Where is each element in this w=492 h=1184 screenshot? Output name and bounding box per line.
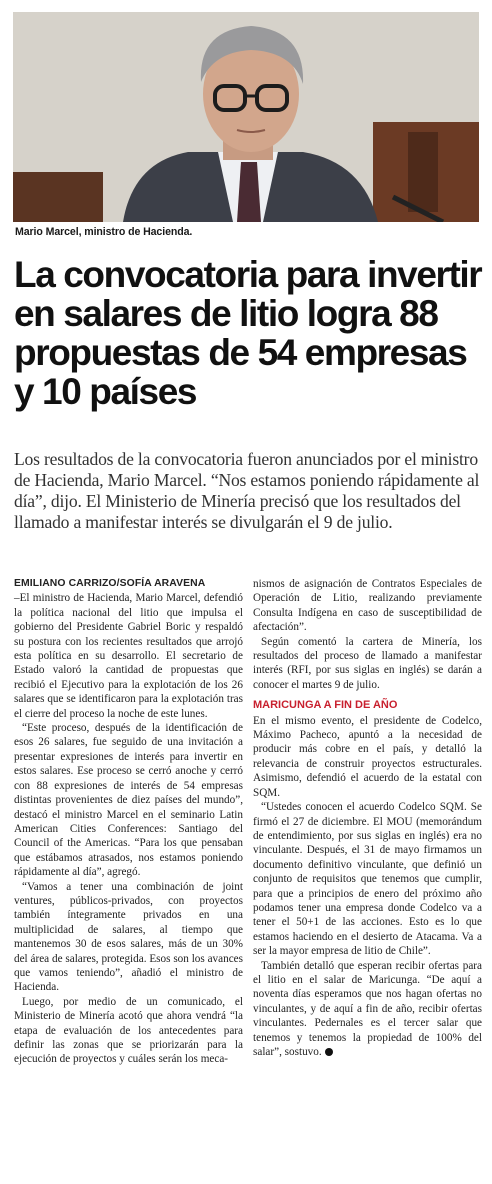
article-lead: Los resultados de la convocatoria fueron anunciados por el ministro de Hacienda, Mario Marcel. “Nos estamos poniendo rápidamente al día”, dijo. El Ministerio de Minería precisó que los resultados del llamado a manifestar interés se divulgarán el 9 de julio.	[14, 449, 480, 532]
section-subhead: MARICUNGA A FIN DE AÑO	[253, 699, 398, 712]
paragraph: “Este proceso, después de la identificación de esos 26 salares, fue seguido de una invitación a presentar expresiones de interés para invertir en estos salares. Ese proceso se cerró anoche y cerró con 88 expresiones de interés de 54 empresas distintas provenientes de diez países del mundo”, destacó el ministro Marcel en el seminario Latin American Cities Conferences: Santiago del Council of the Americas. “Para los que pensaban que estábamos atrasados, nos estamos poniendo rápidamente al día”, agregó.	[14, 722, 243, 879]
paragraph-text: También detalló que esperan recibir ofertas para el litio en el salar de Maricunga. “De aquí a noventa días esperamos que nos hagan ofertas no vinculantes, y de aquí a fin de año, recibir ofertas vinculantes. Pedernales es el tercer salar que tenemos y tenemos la propiedad de 100% del salar”, sostuvo.	[253, 959, 482, 1058]
byline: EMILIANO CARRIZO/SOFÍA ARAVENA	[14, 578, 206, 589]
article-photo	[13, 12, 479, 222]
portrait-illustration	[13, 12, 479, 222]
paragraph: “Vamos a tener una combinación de joint ventures, públicos-privados, con proyectos también íntegramente privados en una multiplicidad de salares, al tiempo que mantenemos 30 de esos salares, más de un 30% del área de salares, protegida. Esos son los avances que vamos teniendo”, añadió el ministro de Hacienda.	[14, 880, 243, 994]
paragraph: Según comentó la cartera de Minería, los resultados del proceso de llamado a manifestar interés (RFI, por sus siglas en inglés) se darán a conocer el martes 9 de julio.	[253, 635, 482, 691]
paragraph-last	[253, 959, 482, 1060]
article-column-left	[14, 577, 243, 1067]
article-column-right	[253, 577, 482, 1059]
article-headline: La convocatoria para invertir en salares de litio logra 88 propuestas de 54 empresas y 10 países	[14, 254, 482, 412]
paragraph: “Ustedes conocen el acuerdo Codelco SQM. Se firmó el 27 de diciembre. El MOU (memorándum de entendimiento, por sus siglas en inglés) era no vinculante. Después, el 31 de mayo firmamos un documento definitivo vinculante, que definió un conjunto de requisitos que tenemos que cumplir, para que a principios de enero del próximo año podamos tener una empresa donde Codelco va a tener el 50+1 de las acciones. Esto es lo que estamos haciendo en el desierto de Atacama. Va a ser la mayor empresa de litio de Chile”.	[253, 801, 482, 958]
photo-caption: Mario Marcel, ministro de Hacienda.	[15, 226, 193, 238]
end-mark-icon	[325, 1048, 333, 1056]
paragraph: –El ministro de Hacienda, Mario Marcel, defendió la política nacional del litio que impulsa el gobierno del Presidente Gabriel Boric y respaldó su postura con los recientes resultados que arrojó esta política en su desarrollo. El secretario de Estado valoró la cantidad de propuestas que recibió el Ejecutivo para la explotación de los 26 salares que se identificaron para la explotación tras el cierre del proceso la noche de este lunes.	[14, 592, 243, 720]
paragraph: Luego, por medio de un comunicado, el Ministerio de Minería acotó que ahora vendrá “la etapa de evaluación de los antecedentes para definir las zonas que se priorizarán para la ejecución de proyectos y cuáles serán los meca-	[14, 995, 243, 1066]
paragraph: En el mismo evento, el presidente de Codelco, Máximo Pacheco, apuntó a la necesidad de producir más cobre en el país, y detalló la relevancia de construir proyectos estructurales. Asimismo, defendió el acuerdo de la estatal con SQM.	[253, 714, 482, 799]
paragraph: nismos de asignación de Contratos Especiales de Operación de Litio, realizando previamente Consulta Indígena en caso de susceptibilidad de afectación”.	[253, 578, 482, 634]
